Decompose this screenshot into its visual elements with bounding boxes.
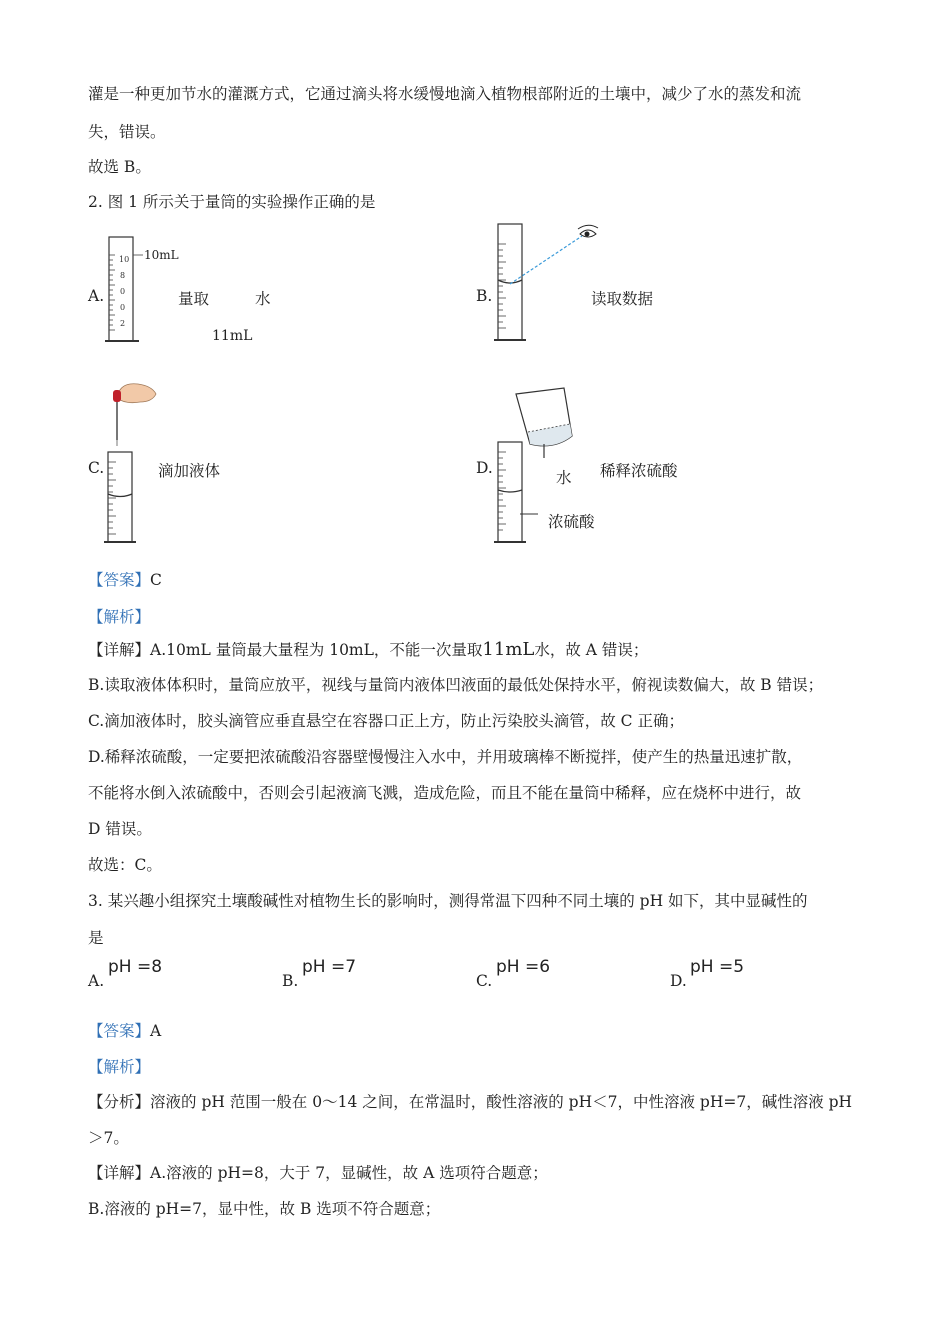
answer-value: A bbox=[150, 1022, 162, 1040]
answer-tag: 【答案】 bbox=[88, 571, 151, 589]
q3-option-c-text: pH =6 bbox=[496, 957, 551, 977]
volume-value: 11mL bbox=[482, 639, 535, 660]
detail-tag: 【详解】 bbox=[88, 641, 151, 659]
detail-a-line: 【详解】A.溶液的 pH=8，大于 7，显碱性，故 A 选项符合题意； bbox=[88, 1164, 548, 1182]
tick-label: 0 bbox=[120, 287, 126, 296]
hand-icon bbox=[118, 384, 156, 403]
detail-c-line: C.滴加液体时，胶头滴管应垂直悬空在容器口正上方，防止污染胶头滴管，故 C 正确； bbox=[88, 712, 684, 730]
paragraph-line: 灌是一种更加节水的灌溉方式，它通过滴头将水缓慢地滴入植物根部附近的土壤中，减少了水的蒸发和流 bbox=[88, 85, 802, 103]
question-3-stem: 是 bbox=[88, 929, 104, 947]
option-d-text: 稀释浓硫酸 bbox=[600, 462, 678, 480]
option-a-letter: A. bbox=[88, 287, 105, 305]
option-c-letter: C. bbox=[88, 459, 105, 477]
q3-option-b-text: pH =7 bbox=[302, 957, 357, 977]
option-a-text: 水 bbox=[255, 290, 271, 308]
detail-d-line: D 错误。 bbox=[88, 820, 152, 838]
detail-a-line: 【详解】A.10mL 量筒最大量程为 10mL，不能一次量取11mL水，故 A 错误； bbox=[88, 639, 649, 660]
paragraph-line: 故选 B。 bbox=[88, 158, 151, 176]
answer-value: C bbox=[150, 571, 162, 589]
option-c-text: 滴加液体 bbox=[158, 462, 221, 480]
eye-icon bbox=[578, 225, 598, 237]
tick-label: 0 bbox=[120, 303, 126, 312]
detail-d-line: 不能将水倒入浓硫酸中，否则会引起液滴飞溅，造成危险，而且不能在量筒中稀释，应在烧杯中进行，故 bbox=[88, 784, 802, 802]
analysis-line: ＞7。 bbox=[88, 1129, 129, 1147]
conclusion-line: 故选：C。 bbox=[88, 856, 162, 874]
option-d-letter: D. bbox=[476, 459, 493, 477]
detail-b-line: B.读取液体体积时，量筒应放平，视线与量筒内液体凹液面的最低处保持水平，俯视读数偏大，故 B 错误； bbox=[88, 676, 824, 694]
cylinder-capacity-label: 10mL bbox=[144, 248, 179, 262]
tick-label: 2 bbox=[120, 319, 126, 328]
analysis-tag: 【解析】 bbox=[88, 608, 151, 626]
acid-label: 浓硫酸 bbox=[548, 513, 595, 531]
question-2-stem: 2. 图 1 所示关于量筒的实验操作正确的是 bbox=[88, 193, 376, 211]
q3-option-b-letter: B. bbox=[282, 972, 299, 990]
q3-option-c-letter: C. bbox=[476, 972, 493, 990]
answer-line bbox=[88, 1019, 161, 1041]
question-3-stem: 3. 某兴趣小组探究土壤酸碱性对植物生长的影响时，测得常温下四种不同土壤的 pH 如下，其中显碱性的 bbox=[88, 892, 808, 910]
beaker-icon bbox=[516, 388, 572, 446]
q3-option-a-text: pH =8 bbox=[108, 957, 163, 977]
water-label: 水 bbox=[556, 469, 572, 487]
detail-b-line: B.溶液的 pH=7，显中性，故 B 选项不符合题意； bbox=[88, 1200, 441, 1218]
option-a-volume: 11mL bbox=[212, 328, 253, 344]
q3-option-d-text: pH =5 bbox=[690, 957, 745, 977]
graduated-cylinder-b bbox=[494, 222, 604, 348]
tick-label: 10 bbox=[119, 255, 130, 264]
q3-option-a-letter: A. bbox=[88, 972, 105, 990]
analysis-tag: 【解析】 bbox=[88, 1058, 151, 1076]
answer-line bbox=[88, 568, 162, 590]
option-b-text: 读取数据 bbox=[591, 290, 654, 308]
analysis-sub-tag: 【分析】 bbox=[88, 1093, 151, 1111]
paragraph-line: 失，错误。 bbox=[88, 123, 166, 141]
q3-option-d-letter: D. bbox=[670, 972, 687, 990]
analysis-line: 【分析】溶液的 pH 范围一般在 0～14 之间，在常温时，酸性溶液的 pH＜7，中性溶液 pH=7，碱性溶液 pH bbox=[88, 1093, 853, 1111]
detail-tag: 【详解】 bbox=[88, 1164, 151, 1182]
option-a-text: 量取 bbox=[178, 290, 210, 308]
detail-d-line: D.稀释浓硫酸，一定要把浓硫酸沿容器壁慢慢注入水中，并用玻璃棒不断搅拌，使产生的热量迅速扩散， bbox=[88, 748, 803, 766]
tick-label: 8 bbox=[120, 271, 126, 280]
answer-tag: 【答案】 bbox=[88, 1022, 151, 1040]
option-b-letter: B. bbox=[476, 287, 493, 305]
graduated-cylinder-a bbox=[105, 235, 185, 347]
